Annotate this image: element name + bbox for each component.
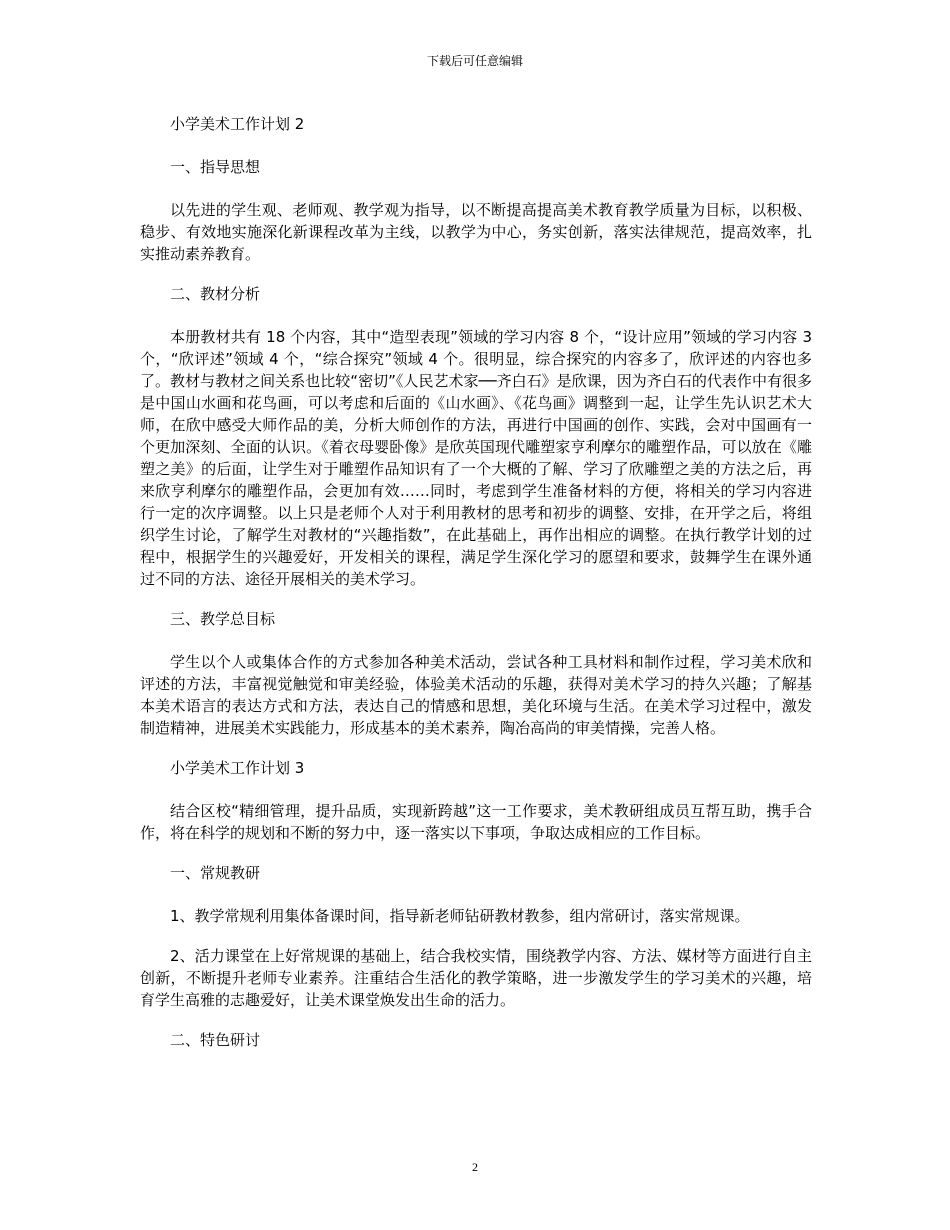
plan3-title: 小学美术工作计划 3 [170,759,305,777]
section-heading-teaching-goals: 三、教学总目标 [170,610,276,628]
paragraph-guiding-thought: 以先进的学生观、老师观、教学观为指导，以不断提高提高美术教育教学质量为目标，以积极、稳步、有效地实施深化新课程改革为主线，以教学为中心，务实创新，落实法律规范，提高效率，扎实推动素养教育。 [140,201,812,263]
section-heading-guiding-thought: 一、指导思想 [170,158,261,176]
list-item-active-classroom: 2、活力课堂在上好常规课的基础上，结合我校实情，围绕教学内容、方法、媒材等方面进行自主创新，不断提升老师专业素养。注重结合生活化的教学策略，进一步激发学生的学习美术的兴趣，培育学生高雅的志趣爱好，让美术课堂焕发出生命的活力。 [140,947,812,1009]
page-number: 2 [472,1160,478,1174]
paragraph-textbook-analysis: 本册教材共有 18 个内容，其中“造型表现”领域的学习内容 8 个，“设计应用”领域的学习内容 3 个，“欣评述”领域 4 个，“综合探究”领域 4 个。很明显，综合探究的内容多了，欣评述的内容也多了。教材与教材之间关系也比较“密切”《人民艺术家──齐白石》是欣课，因为齐白石的代表作中有很多是中国山水画和花鸟画，可以考虑和后面的《山水画》、《花鸟画》调整到一起，让学生先认识艺术大师，在欣中感受大师作品的美，分析大师创作的方法，再进行中国画的创作、实践，会对中国画有一个更加深刻、全面的认识。《着衣母婴卧像》是欣英国现代雕塑家亨利摩尔的雕塑作品，可以放在《雕塑之美》的后面，让学生对于雕塑作品知识有了一个大概的了解、学习了欣雕塑之美的方法之后，再来欣亨利摩尔的雕塑作品，会更加有效……同时，考虑到学生准备材料的方便，将相关的学习内容进行一定的次序调整。以上只是老师个人对于利用教材的思考和初步的调整、安排，在开学之后，将组织学生讨论，了解学生对教材的“兴趣指数”，在此基础上，再作出相应的调整。在执行教学计划的过程中，根据学生的兴趣爱好，开发相关的课程，满足学生深化学习的愿望和要求，鼓舞学生在课外通过不同的方法、途径开展相关的美术学习。 [140,328,812,588]
page-header: 下载后可任意编辑 [426,54,523,68]
paragraph-teaching-goals: 学生以个人或集体合作的方式参加各种美术活动，尝试各种工具材料和制作过程，学习美术欣和评述的方法，丰富视觉触觉和审美经验，体验美术活动的乐趣，获得对美术学习的持久兴趣；了解基本美术语言的表达方式和方法，表达自己的情感和思想，美化环境与生活。在美术学习过程中，激发制造精神，进展美术实践能力，形成基本的美术素养，陶冶高尚的审美情操，完善人格。 [140,653,812,737]
section-heading-routine-research: 一、常规教研 [170,864,261,882]
section-heading-feature-research: 二、特色研讨 [170,1031,261,1049]
section-heading-textbook-analysis: 二、教材分析 [170,285,261,303]
document-body [140,113,812,1072]
list-item-teaching-routine: 1、教学常规利用集体备课时间，指导新老师钻研教材教参，组内常研讨，落实常规课。 [170,907,750,925]
plan2-title: 小学美术工作计划 2 [170,115,305,133]
paragraph-plan3-intro: 结合区校“精细管理，提升品质，实现新跨越”这一工作要求，美术教研组成员互帮互助，携手合作，将在科学的规划和不断的努力中，逐一落实以下事项，争取达成相应的工作目标。 [140,802,812,842]
